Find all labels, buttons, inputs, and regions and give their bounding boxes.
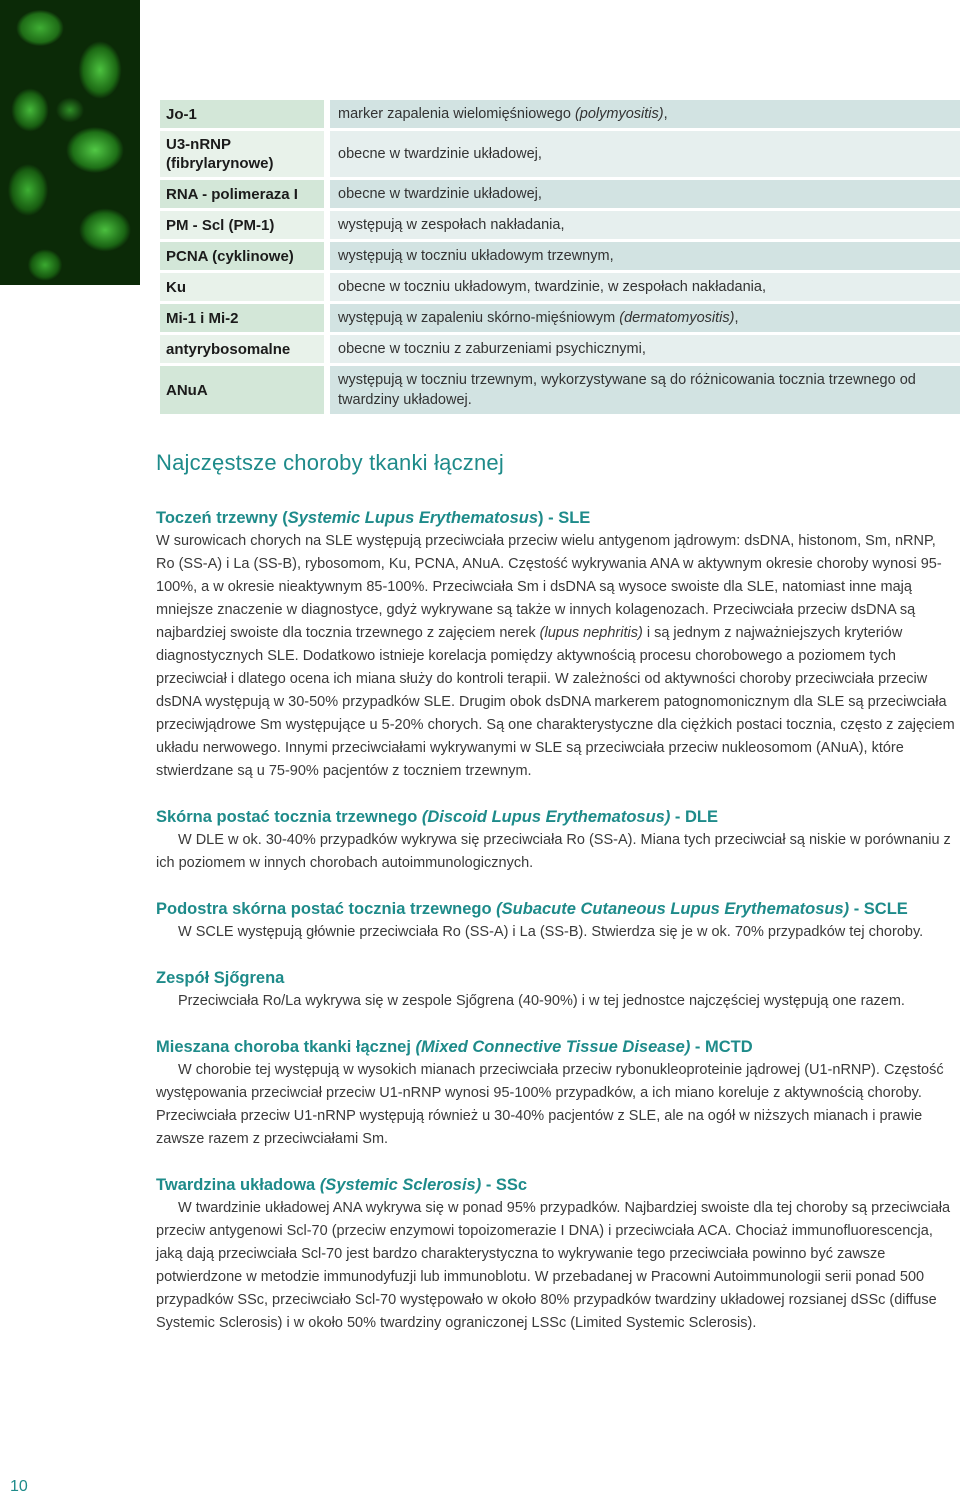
page-number: 10 bbox=[10, 1478, 28, 1495]
table-key: Jo-1 bbox=[160, 100, 324, 128]
page-heading: Najczęstsze choroby tkanki łącznej bbox=[156, 450, 504, 475]
table-row bbox=[160, 100, 960, 128]
table-key: antyrybosomalne bbox=[160, 335, 324, 363]
table-value: obecne w twardzinie układowej, bbox=[330, 180, 960, 208]
table-value: występują w toczniu układowym trzewnym, bbox=[330, 242, 960, 270]
table-value: obecne w toczniu układowym, twardzinie, w zespołach nakładania, bbox=[330, 273, 960, 301]
main-content bbox=[156, 450, 956, 1357]
table-value: obecne w twardzinie układowej, bbox=[330, 131, 960, 177]
table-row bbox=[160, 335, 960, 363]
table-key: RNA - polimeraza I bbox=[160, 180, 324, 208]
section-title: Toczeń trzewny (Systemic Lupus Erythematosus) - SLE bbox=[156, 509, 591, 527]
section-sjogren bbox=[156, 966, 956, 1013]
table-row bbox=[160, 273, 960, 301]
table-value: występują w zespołach nakładania, bbox=[330, 211, 960, 239]
table-key: U3-nRNP (fibrylarynowe) bbox=[160, 131, 324, 177]
section-scle bbox=[156, 897, 956, 944]
section-body: Przeciwciała Ro/La wykrywa się w zespole Sjőgrena (40-90%) i w tej jednostce najczęściej występują one razem. bbox=[178, 993, 905, 1009]
table-row bbox=[160, 131, 960, 177]
table-key: PCNA (cyklinowe) bbox=[160, 242, 324, 270]
section-title: Podostra skórna postać tocznia trzewnego (Subacute Cutaneous Lupus Erythematosus) - SCLE bbox=[156, 900, 908, 918]
section-body: W chorobie tej występują w wysokich mianach przeciwciała przeciw rybonukleoproteinie jądrowej (U1-nRNP). Częstość występowania przeciwciał przeciw U1-nRNP wynosi 95-100% przypadków, a ich miano koreluje z aktywnością choroby. Przeciwciała przeciw U1-nRNP występują również u 30-40% pacjentów z SLE, ale na ogół w niższych mianach i prawie zawsze razem z przeciwciałami Sm. bbox=[156, 1062, 944, 1147]
section-title: Twardzina układowa (Systemic Sclerosis) - SSc bbox=[156, 1176, 528, 1194]
table-value: występują w toczniu trzewnym, wykorzystywane są do różnicowania tocznia trzewnego od twardziny układowej. bbox=[330, 366, 960, 414]
section-sle bbox=[156, 506, 956, 783]
section-body: W twardzinie układowej ANA wykrywa się w ponad 95% przypadków. Najbardziej swoiste dla tej choroby są przeciwciała przeciw antygenowi Scl-70 (przeciw enzymowi topoizomerazie I DNA) i przeciwciała ACA. Chociaż immunofluorescencja, jaką dają przeciwciała Scl-70 jest bardzo charakterystyczna to wykrywanie tego przeciwciała powinno być zawsze potwierdzone w metodzie immunodyfuzji lub immunoblotu. W przebadanej w Pracowni Autoimmunologii serii ponad 500 przypadków SSc, przeciwciało Scl-70 występowało w około 80% przypadków twardziny układowej rozsianej dSSc (diffuse Systemic Sclerosis) i w około 50% twardziny ograniczonej LSSc (Limited Systemic Sclerosis). bbox=[156, 1200, 951, 1331]
section-ssc bbox=[156, 1173, 956, 1335]
table-value: marker zapalenia wielomięśniowego (polymyositis), bbox=[330, 100, 960, 128]
table-key: Ku bbox=[160, 273, 324, 301]
section-title: Skórna postać tocznia trzewnego (Discoid Lupus Erythematosus) - DLE bbox=[156, 808, 719, 826]
section-title: Mieszana choroba tkanki łącznej (Mixed Connective Tissue Disease) - MCTD bbox=[156, 1038, 753, 1056]
table-key: PM - Scl (PM-1) bbox=[160, 211, 324, 239]
table-value: występują w zapaleniu skórno-mięśniowym (dermatomyositis), bbox=[330, 304, 960, 332]
table-value: obecne w toczniu z zaburzeniami psychicznymi, bbox=[330, 335, 960, 363]
table-row bbox=[160, 366, 960, 414]
table-row bbox=[160, 180, 960, 208]
section-body: W surowicach chorych na SLE występują przeciwciała przeciw wielu antygenom jądrowym: dsDNA, histonom, Sm, nRNP, Ro (SS-A) i La (SS-B), rybosomom, Ku, PCNA, ANuA. Częstość wykrywania ANA w aktywnym okresie choroby wynosi 95-100%, a w okresie nieaktywnym 85-100%. Przeciwciała Sm i dsDNA są wysoce swoiste dla SLE, natomiast inne mają mniejsze znaczenie w diagnostyce, gdyż wykrywane są także w innych kolagenozach. Przeciwciała przeciw dsDNA są najbardziej swoiste dla tocznia trzewnego z zajęciem nerek (lupus nephritis) i są jednym z najważniejszych kryteriów diagnostycznych SLE. Dodatkowo istnieje korelacja pomiędzy aktywnością procesu chorobowego a poziomem tych przeciwciał i dlatego ocena ich miana służy do kontroli terapii. W zależności od aktywności choroby przeciwciała przeciw dsDNA występują w 30-50% przypadków SLE. Drugim obok dsDNA markerem patognomonicznym dla SLE są przeciwciała przeciwjądrowe Sm występujące u 5-20% chorych. Są one charakterystyczne dla ciężkich postaci tocznia, często z zajęciem układu nerwowego. Innymi przeciwciałami wykrywanymi w SLE są przeciwciała przeciw nukleosomom (ANuA), które stwierdzane są u 75-90% pacjentów z toczniem trzewnym. bbox=[156, 533, 955, 779]
table-key: ANuA bbox=[160, 366, 324, 414]
table-row bbox=[160, 211, 960, 239]
section-body: W DLE w ok. 30-40% przypadków wykrywa się przeciwciała Ro (SS-A). Miana tych przeciwciał są niskie w porównaniu z ich poziomem w innych chorobach autoimmunologicznych. bbox=[156, 832, 951, 871]
section-dle bbox=[156, 805, 956, 875]
antibody-table bbox=[160, 100, 960, 414]
fluorescence-micrograph bbox=[0, 0, 140, 285]
table-key: Mi-1 i Mi-2 bbox=[160, 304, 324, 332]
table-row bbox=[160, 304, 960, 332]
section-title: Zespół Sjőgrena bbox=[156, 969, 285, 987]
section-body: W SCLE występują głównie przeciwciała Ro (SS-A) i La (SS-B). Stwierdza się je w ok. 70% przypadków tej choroby. bbox=[178, 924, 924, 940]
table-row bbox=[160, 242, 960, 270]
section-mctd bbox=[156, 1035, 956, 1151]
